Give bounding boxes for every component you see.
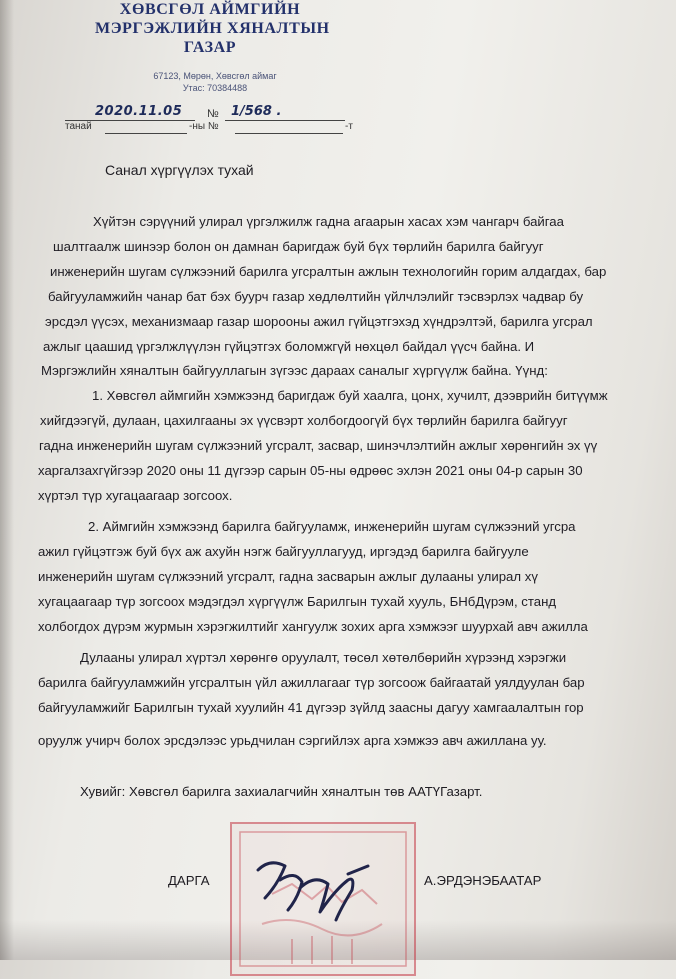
- body-line: хугацаагаар түр зогсоох мэдэгдэл хүргүүлж Барилгын тухай хууль, БНбДүрэм, станд: [38, 594, 557, 609]
- org-line-1: ХӨВСГӨЛ АЙМГИЙН: [119, 1, 301, 18]
- body-line: Хүйтэн сэрүүний улирал үргэлжилж гадна агаарын хасах хэм чангарч байгаа: [93, 214, 564, 229]
- body-line: байгууламжийн чанар бат бэх буурч газар хөдлөлтийн үйлчлэлийг тэсвэрлэх чадвар бу: [48, 289, 584, 304]
- tanai-label: танай: [65, 121, 92, 132]
- body-line: барилга байгууламжийн угсралтын үйл ажиллагааг түр зогсоож байгаатай уялдуулан бар: [38, 675, 585, 690]
- copy-to-line: Хувийг: Хөвсгөл барилга захиалагчийн хяналтын төв ААТҮГазарт.: [80, 784, 483, 799]
- letter-subject: Санал хүргүүлэх тухай: [105, 162, 254, 178]
- number-underline: [225, 120, 345, 121]
- letterhead-phone: Утас: 70384488: [182, 83, 248, 93]
- body-line: хийгдээгүй, дулаан, цахилгааны эх үүсвэрт холбогдоогүй бүх төрлийн барилга байгууг: [40, 413, 568, 428]
- letterhead-organization: [95, 0, 330, 57]
- body-line: байгууламжийг Барилгын тухай хуулийн 41 дүгээр зүйлд заасны дагуу хамгаалалтын гор: [38, 700, 584, 715]
- body-line: инженерийн шугам сүлжээний барилга угсралтын ажлын технологийн горим алдагдах, бар: [50, 264, 607, 279]
- body-line: холбогдох дүрэм журмын хэрэгжилтийг хангуулж зохих арга хэмжээг шуурхай авч ажилла: [38, 619, 588, 634]
- body-line: Дулааны улирал хүртэл хөрөнгө оруулалт, төсөл хөтөлбөрийн хүрээнд хэрэгжи: [80, 650, 567, 665]
- tanai-underline: [105, 133, 187, 134]
- body-line: шалтгаалж шинээр болон он дамнан баригдаж буй бүх төрлийн барилга байгууг: [53, 239, 544, 254]
- nii-no-underline: [235, 133, 343, 134]
- paper-edge-shadow: [0, 0, 14, 960]
- org-line-3: ГАЗАР: [183, 39, 237, 56]
- body-line: гадна инженерийн шугам сүлжээний угсралт, засвар, шинэчлэлтийн ажлыг хөрөнгийн эх үү: [39, 438, 598, 453]
- signatory-name: А.ЭРДЭНЭБААТАР: [424, 873, 542, 888]
- reference-line: [65, 104, 365, 144]
- letterhead-address: 67123, Мөрөн, Хөвсгөл аймаг: [153, 71, 277, 81]
- signatory-title: ДАРГА: [168, 873, 210, 888]
- body-line: ажлыг цаашид үргэлжлүүлэн гүйцэтгэх боломжгүй нөхцөл байдал үүсч байна. И: [43, 339, 535, 354]
- body-line: хүртэл түр хугацаагаар зогсоох.: [38, 488, 233, 503]
- handwritten-number: 1/568 .: [231, 104, 282, 119]
- body-line: Мэргэжлийн хяналтын байгууллагын зүгээс дараах саналыг хүргүүлж байна. Үүнд:: [41, 363, 548, 378]
- number-label: №: [207, 108, 219, 120]
- body-line: ажил гүйцэтгэж буй бүх аж ахуйн нэгж байгууллагууд, иргэдэд барилга байгууле: [38, 544, 529, 559]
- body-line: харгалзахгүйгээр 2020 оны 11 дүгээр сарын 05-ны өдрөөс эхлэн 2021 оны 04-р сарын 30: [38, 463, 583, 478]
- letterhead-address-block: [0, 70, 430, 94]
- body-line: 2. Аймгийн хэмжээнд барилга байгууламж, инженерийн шугам сүлжээний угсра: [88, 519, 576, 534]
- body-line: оруулж учирч болох эрсдэлээс урьдчилан сэргийлэх арга хэмжээ авч ажиллана уу.: [38, 733, 547, 748]
- handwritten-signature-icon: [240, 840, 380, 930]
- body-line: эрсдэл үүсэх, механизмаар газар шорооны ажил гүйцэтгэхэд хүндрэлтэй, барилга угсрал: [45, 314, 593, 329]
- nii-no-label: -ны №: [189, 121, 219, 132]
- body-line: инженерийн шугам сүлжээний угсралт, гадна засварын ажлыг дулааны улирал хү: [38, 569, 538, 584]
- org-line-2: МЭРГЭЖЛИЙН ХЯНАЛТЫН: [95, 20, 330, 37]
- handwritten-date: 2020.11.05: [95, 104, 183, 119]
- t-suffix-label: -т: [345, 121, 353, 132]
- body-line: 1. Хөвсгөл аймгийн хэмжээнд баригдаж буй хаалга, цонх, хучилт, дээврийн битүүмж: [92, 388, 608, 403]
